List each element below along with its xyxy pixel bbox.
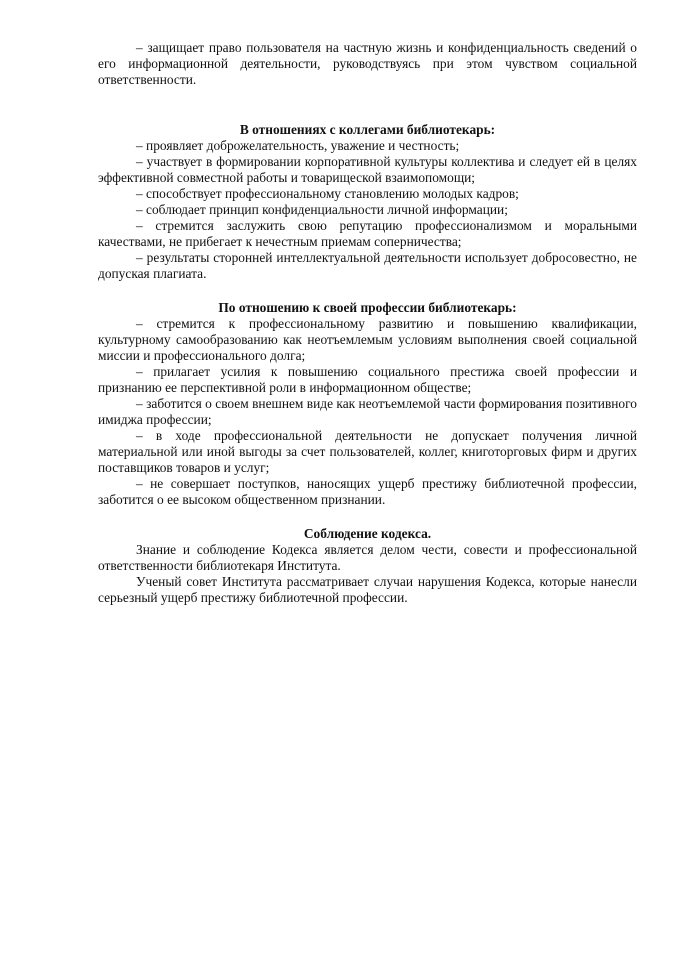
profession-item: – стремится к профессиональному развитию и повышению квалификации, культурному самообразованию как неотъемлемым условиям выполнения своей социальной миссии и профессионального долга; xyxy=(98,316,637,363)
privacy-paragraph: – защищает право пользователя на частную жизнь и конфиденциальность сведений о его информационной деятельности, руководствуясь при этом чувством социальной ответственности. xyxy=(98,40,637,87)
colleagues-item: – проявляет доброжелательность, уважение и честность; xyxy=(136,138,460,153)
profession-item: – заботится о своем внешнем виде как неотъемлемой части формирования позитивного имиджа профессии; xyxy=(98,396,637,427)
compliance-heading: Соблюдение кодекса. xyxy=(303,526,432,541)
section-spacer xyxy=(98,282,637,300)
section-spacer xyxy=(98,508,637,526)
colleagues-item: – соблюдает принцип конфиденциальности личной информации; xyxy=(136,202,508,217)
document-page xyxy=(98,40,637,606)
colleagues-item: – стремится заслужить свою репутацию профессионализмом и моральными качествами, не прибегает к нечестным приемам соперничества; xyxy=(98,218,637,249)
colleagues-heading: В отношениях с коллегами библиотекарь: xyxy=(239,122,496,137)
colleagues-item: – способствует профессиональному становлению молодых кадров; xyxy=(136,186,519,201)
profession-item: – не совершает поступков, наносящих ущерб престижу библиотечной профессии, заботится о ее высоком общественном признании. xyxy=(98,476,637,507)
profession-heading: По отношению к своей профессии библиотекарь: xyxy=(218,300,517,315)
compliance-paragraph: Знание и соблюдение Кодекса является делом чести, совести и профессиональной ответственности библиотекаря Института. xyxy=(98,542,637,573)
colleagues-item: – участвует в формировании корпоративной культуры коллектива и следует ей в целях эффективной совместной работы и товарищеской взаимопомощи; xyxy=(98,154,637,185)
profession-item: – прилагает усилия к повышению социального престижа своей профессии и признанию ее перспективной роли в информационном обществе; xyxy=(98,364,637,395)
section-spacer xyxy=(98,88,637,122)
colleagues-item: – результаты сторонней интеллектуальной деятельности использует добросовестно, не допуская плагиата. xyxy=(98,250,637,281)
profession-item: – в ходе профессиональной деятельности не допускает получения личной материальной или иной выгоды за счет пользователей, коллег, книготорговых фирм и других поставщиков товаров и услуг; xyxy=(98,428,637,475)
compliance-paragraph: Ученый совет Института рассматривает случаи нарушения Кодекса, которые нанесли серьезный ущерб престижу библиотечной профессии. xyxy=(98,574,637,605)
